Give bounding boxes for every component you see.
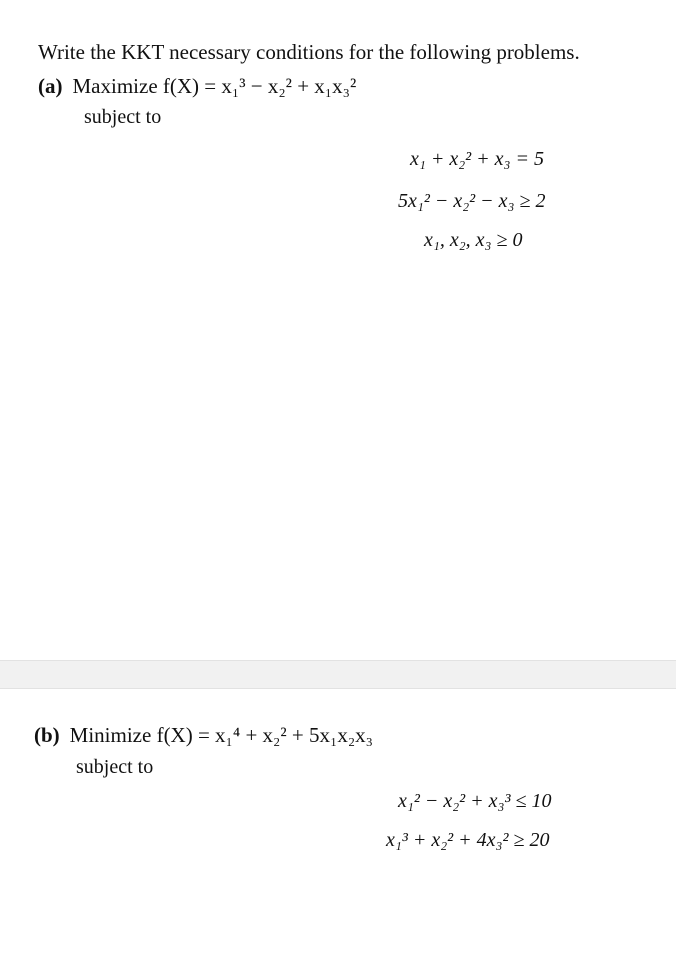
part-a-label: (a) [38,74,63,98]
section-divider [0,660,676,689]
part-a-objective-text: Maximize f(X) = x₁³ − x₂² + x₁x₃² [72,74,357,98]
part-a-constraint-2: 5x₁² − x₂² − x₃ ≥ 2 [398,190,546,212]
part-a-objective [38,74,356,99]
part-b-constraint-2: x₁³ + x₂² + 4x₃² ≥ 20 [386,829,550,851]
part-a-constraint-3: x₁, x₂, x₃ ≥ 0 [424,229,523,251]
part-a-subject-to: subject to [84,106,162,128]
problem-title: Write the KKT necessary conditions for the following problems. [38,40,580,64]
part-b-objective [34,723,373,748]
part-b-label: (b) [34,723,60,747]
part-b-objective-text: Minimize f(X) = x₁⁴ + x₂² + 5x₁x₂x₃ [69,723,373,747]
part-a-constraint-1: x₁ + x₂² + x₃ = 5 [410,148,544,170]
part-b-constraint-1: x₁² − x₂² + x₃³ ≤ 10 [398,790,552,812]
part-b-subject-to: subject to [76,756,154,778]
